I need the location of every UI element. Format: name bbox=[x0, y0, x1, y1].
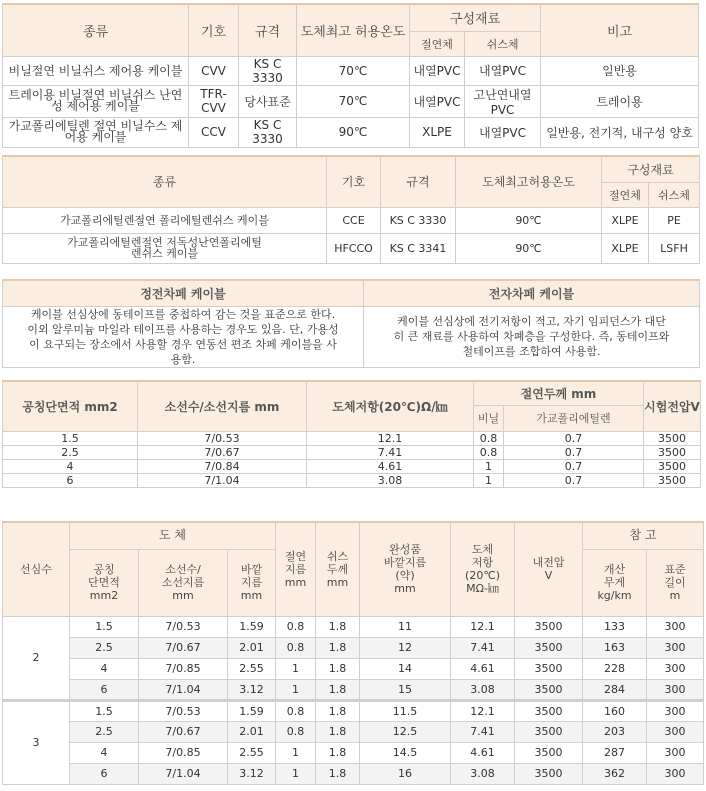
cell-len: 300 bbox=[647, 742, 704, 763]
cell-temp: 90℃ bbox=[456, 233, 602, 263]
cell-od: 2.55 bbox=[228, 742, 276, 763]
cell-wt: 362 bbox=[583, 763, 647, 784]
cell-sh: 1.8 bbox=[316, 700, 360, 721]
header-kind: 종류 bbox=[3, 4, 189, 56]
header-weight bbox=[583, 549, 647, 616]
cell-resistance: 7.41 bbox=[307, 445, 474, 459]
cell-temp: 70℃ bbox=[297, 85, 410, 117]
cell-od: 2.01 bbox=[228, 721, 276, 742]
cell-area: 4 bbox=[70, 742, 139, 763]
cell-spec: KS C 3330 bbox=[239, 56, 297, 85]
cell-sh: 1.8 bbox=[316, 658, 360, 679]
cell-kind: 비닐절연 비닐쉬스 제어용 케이블 bbox=[3, 56, 189, 85]
header-xlpe: 가교폴리에틸렌 bbox=[504, 405, 644, 431]
cell-cores: 3 bbox=[3, 700, 70, 784]
header-text: mm2 bbox=[89, 589, 119, 602]
header-text: 길이 bbox=[664, 576, 686, 589]
cell-wt: 203 bbox=[583, 721, 647, 742]
cell-od: 2.55 bbox=[228, 658, 276, 679]
cell-fin: 14.5 bbox=[360, 742, 451, 763]
cell-remark: 트레이용 bbox=[541, 85, 699, 117]
header-text: 바깥지름 bbox=[383, 556, 427, 570]
cell-symbol: TFR-CVV bbox=[189, 85, 239, 117]
cell-area: 6 bbox=[3, 473, 138, 487]
cell-symbol: CCV bbox=[189, 117, 239, 147]
cell-insulation: 내열PVC bbox=[410, 85, 465, 117]
header-spec: 규격 bbox=[381, 156, 456, 207]
cell-remark: 일반용 bbox=[541, 56, 699, 85]
cell-area: 4 bbox=[70, 658, 139, 679]
table-row bbox=[3, 763, 704, 784]
header-vinyl: 비닐 bbox=[474, 405, 504, 431]
cell-xlpe: 0.7 bbox=[504, 459, 644, 473]
header-text: 개산 bbox=[603, 563, 626, 576]
header-voltage bbox=[515, 522, 583, 616]
header-conductor: 도 체 bbox=[70, 522, 276, 549]
cell-sh: 1.8 bbox=[316, 763, 360, 784]
header-text: 공칭 bbox=[93, 563, 115, 576]
header-text: V bbox=[544, 569, 553, 583]
header-insulation: 절연체 bbox=[602, 182, 649, 207]
cell-symbol: CVV bbox=[189, 56, 239, 85]
header-spec: 규격 bbox=[239, 4, 297, 56]
table-row bbox=[3, 56, 699, 85]
cell-kind: 가교폴리에틸렌 절연 비닐수스 제어용 케이블 bbox=[3, 117, 189, 147]
table-row bbox=[3, 637, 704, 658]
cell-insulation: XLPE bbox=[410, 117, 465, 147]
cell-xlpe: 0.7 bbox=[504, 473, 644, 487]
cell-volt: 3500 bbox=[515, 616, 583, 637]
header-outer-diameter bbox=[228, 549, 276, 616]
header-length bbox=[647, 549, 704, 616]
cell-vinyl: 1 bbox=[474, 473, 504, 487]
header-strands: 소선수/소선지름 mm bbox=[138, 381, 307, 431]
cell-ins: 0.8 bbox=[276, 616, 316, 637]
cell-fin: 16 bbox=[360, 763, 451, 784]
table-row bbox=[3, 207, 700, 233]
cell-strands: 7/0.53 bbox=[138, 431, 307, 445]
cell-strands: 7/1.04 bbox=[138, 473, 307, 487]
cell-kind: 가교폴리에틸렌절연 폴리에틸렌쉬스 케이블 bbox=[3, 207, 327, 233]
cell-volt: 3500 bbox=[515, 742, 583, 763]
table-row bbox=[3, 431, 701, 445]
header-insulation bbox=[276, 522, 316, 616]
cell-resistance: 12.1 bbox=[307, 431, 474, 445]
cell-len: 300 bbox=[647, 721, 704, 742]
cell-strands: 7/0.84 bbox=[138, 459, 307, 473]
header-text: 소선수/ bbox=[165, 563, 201, 576]
cell-len: 300 bbox=[647, 700, 704, 721]
header-sheath: 쉬스체 bbox=[465, 31, 541, 56]
header-temp: 도체최고허용온도 bbox=[456, 156, 602, 207]
cell-symbol: CCE bbox=[327, 207, 381, 233]
cell-kind: 트레이용 비닐절연 비닐쉬스 난연성 제어용 케이블 bbox=[3, 85, 189, 117]
header-text: kg/km bbox=[597, 589, 632, 602]
cell-vinyl: 1 bbox=[474, 459, 504, 473]
cell-area: 4 bbox=[3, 459, 138, 473]
cell-strands: 7/1.04 bbox=[139, 763, 228, 784]
cell-strands: 7/0.85 bbox=[139, 658, 228, 679]
cell-area: 2.5 bbox=[70, 721, 139, 742]
cell-xlpe: 0.7 bbox=[504, 445, 644, 459]
cell-resistance: 4.61 bbox=[307, 459, 474, 473]
cell-wt: 284 bbox=[583, 679, 647, 700]
header-symbol: 기호 bbox=[327, 156, 381, 207]
cell-res: 7.41 bbox=[451, 721, 515, 742]
cell-res: 7.41 bbox=[451, 637, 515, 658]
cell-resistance: 3.08 bbox=[307, 473, 474, 487]
cell-strands: 7/0.67 bbox=[138, 445, 307, 459]
cell-area: 6 bbox=[70, 679, 139, 700]
cell-od: 2.01 bbox=[228, 637, 276, 658]
cell-fin: 11.5 bbox=[360, 700, 451, 721]
cell-volt: 3500 bbox=[515, 700, 583, 721]
cell-symbol: HFCCO bbox=[327, 233, 381, 263]
header-text: 지름 bbox=[240, 576, 263, 589]
header-thickness: 절연두께 mm bbox=[474, 381, 644, 405]
cell-sh: 1.8 bbox=[316, 742, 360, 763]
cell-area: 2.5 bbox=[70, 637, 139, 658]
cell-ins: 0.8 bbox=[276, 700, 316, 721]
cell-remark: 일반용, 전기적, 내구성 양호 bbox=[541, 117, 699, 147]
cell-sh: 1.8 bbox=[316, 637, 360, 658]
cell-voltage: 3500 bbox=[644, 431, 701, 445]
header-text: mm bbox=[394, 582, 416, 596]
cell-ins: 1 bbox=[276, 763, 316, 784]
header-text: 무게 bbox=[603, 576, 626, 589]
cell-temp: 70℃ bbox=[297, 56, 410, 85]
header-text: (약) bbox=[395, 569, 415, 583]
cable-dimension-table bbox=[2, 521, 704, 785]
cell-wt: 228 bbox=[583, 658, 647, 679]
cell-res: 12.1 bbox=[451, 700, 515, 721]
xlpe-cable-table bbox=[2, 155, 700, 264]
header-text: 내전압 bbox=[532, 556, 565, 570]
cell-sheath: PE bbox=[649, 207, 700, 233]
cell-insulation: XLPE bbox=[602, 233, 649, 263]
header-text: 표준 bbox=[664, 563, 686, 576]
cell-spec: KS C 3330 bbox=[381, 207, 456, 233]
table-row bbox=[3, 742, 704, 763]
header-text: mm bbox=[326, 575, 349, 589]
cell-sheath: 고난연내열PVC bbox=[465, 85, 541, 117]
cell-volt: 3500 bbox=[515, 721, 583, 742]
table-row bbox=[3, 700, 704, 721]
cell-len: 300 bbox=[647, 616, 704, 637]
cell-sheath: 내열PVC bbox=[465, 117, 541, 147]
cell-xlpe: 0.7 bbox=[504, 431, 644, 445]
header-text: mm bbox=[284, 575, 307, 589]
header-remark: 비고 bbox=[541, 4, 699, 56]
header-text: mm bbox=[240, 589, 263, 602]
cell-len: 300 bbox=[647, 658, 704, 679]
table-row bbox=[3, 85, 699, 117]
cell-temp: 90℃ bbox=[297, 117, 410, 147]
cell-res: 3.08 bbox=[451, 763, 515, 784]
header-sheath: 쉬스체 bbox=[649, 182, 700, 207]
cell-kind: 가교폴리에틸렌절연 저독성난연폴리에틸렌쉬스 케이블 bbox=[3, 233, 327, 263]
electrostatic-shield-text: 케이블 선심상에 동테이프를 중첩하여 감는 것을 표준으로 한다. 이외 알루미늄 마일라 테이프를 사용하는 경우도 있음. 단, 가용성이 요구되는 장소에서 사용할 경우 연동선 편조 차페 케이블을 사용함. bbox=[3, 306, 364, 367]
cell-cores: 2 bbox=[3, 616, 70, 700]
table-row bbox=[3, 233, 700, 263]
cell-area: 6 bbox=[70, 763, 139, 784]
cell-spec: KS C 3330 bbox=[239, 117, 297, 147]
header-voltage: 시험전압V bbox=[644, 381, 701, 431]
cell-fin: 11 bbox=[360, 616, 451, 637]
electromagnetic-shield-title: 전자차페 케이블 bbox=[364, 280, 700, 306]
cell-fin: 12.5 bbox=[360, 721, 451, 742]
header-text: 도체 bbox=[471, 543, 494, 557]
header-kind: 종류 bbox=[3, 156, 327, 207]
cell-sh: 1.8 bbox=[316, 679, 360, 700]
header-area: 공칭단면적 mm2 bbox=[3, 381, 138, 431]
header-text: (20℃) bbox=[465, 569, 500, 583]
cell-ins: 1 bbox=[276, 658, 316, 679]
cell-vinyl: 0.8 bbox=[474, 431, 504, 445]
header-text: 절연 bbox=[284, 549, 307, 563]
header-text: m bbox=[669, 589, 681, 602]
cell-volt: 3500 bbox=[515, 679, 583, 700]
cell-area: 1.5 bbox=[3, 431, 138, 445]
cell-fin: 12 bbox=[360, 637, 451, 658]
cell-sheath: LSFH bbox=[649, 233, 700, 263]
cell-od: 3.12 bbox=[228, 679, 276, 700]
header-resistance bbox=[451, 522, 515, 616]
header-material: 구성재료 bbox=[602, 156, 700, 182]
electrostatic-shield-title: 정전차페 케이블 bbox=[3, 280, 364, 306]
cell-strands: 7/0.85 bbox=[139, 742, 228, 763]
cell-area: 1.5 bbox=[70, 700, 139, 721]
header-text: 지름 bbox=[284, 562, 307, 576]
cell-res: 4.61 bbox=[451, 742, 515, 763]
cell-res: 3.08 bbox=[451, 679, 515, 700]
table-row bbox=[3, 616, 704, 637]
cell-wt: 160 bbox=[583, 700, 647, 721]
header-text: 소선지름 bbox=[161, 576, 205, 589]
header-text: 완성품 bbox=[389, 543, 421, 557]
cell-od: 3.12 bbox=[228, 763, 276, 784]
cell-spec: KS C 3341 bbox=[381, 233, 456, 263]
header-reference: 참 고 bbox=[583, 522, 704, 549]
header-text: 저항 bbox=[471, 556, 494, 570]
cable-types-table bbox=[2, 3, 699, 148]
cell-voltage: 3500 bbox=[644, 473, 701, 487]
header-text: 쉬스 bbox=[326, 549, 349, 563]
header-text: 단면적 bbox=[88, 576, 120, 589]
table-row bbox=[3, 679, 704, 700]
cell-od: 1.59 bbox=[228, 616, 276, 637]
table-row bbox=[3, 658, 704, 679]
cell-res: 12.1 bbox=[451, 616, 515, 637]
cell-strands: 7/0.53 bbox=[139, 700, 228, 721]
cell-len: 300 bbox=[647, 679, 704, 700]
cell-od: 1.59 bbox=[228, 700, 276, 721]
header-material: 구성재료 bbox=[410, 4, 541, 31]
table-row bbox=[3, 459, 701, 473]
header-text: MΩ-㎞ bbox=[466, 582, 499, 596]
cell-volt: 3500 bbox=[515, 637, 583, 658]
cell-area: 1.5 bbox=[70, 616, 139, 637]
cell-ins: 0.8 bbox=[276, 721, 316, 742]
header-symbol: 기호 bbox=[189, 4, 239, 56]
header-text: 두께 bbox=[326, 562, 349, 576]
header-finished-od bbox=[360, 522, 451, 616]
cell-strands: 7/1.04 bbox=[139, 679, 228, 700]
table-row bbox=[3, 721, 704, 742]
shielded-cable-table bbox=[2, 279, 700, 368]
electromagnetic-shield-text: 케이블 선심상에 전기저항이 적고, 자기 임피던스가 대단히 큰 재료를 사용하여 차폐층을 구성한다. 즉, 동테이프와 철테이프를 조합하여 사용함. bbox=[364, 306, 700, 367]
cell-strands: 7/0.53 bbox=[139, 616, 228, 637]
cell-ins: 1 bbox=[276, 742, 316, 763]
cell-sh: 1.8 bbox=[316, 616, 360, 637]
table-row bbox=[3, 473, 701, 487]
cell-area: 2.5 bbox=[3, 445, 138, 459]
cell-insulation: XLPE bbox=[602, 207, 649, 233]
cell-ins: 0.8 bbox=[276, 637, 316, 658]
header-text: mm bbox=[172, 589, 194, 602]
table-row bbox=[3, 445, 701, 459]
header-insulation: 절연체 bbox=[410, 31, 465, 56]
header-resistance: 도체저항(20℃)Ω/㎞ bbox=[307, 381, 474, 431]
cell-volt: 3500 bbox=[515, 658, 583, 679]
cell-voltage: 3500 bbox=[644, 459, 701, 473]
cell-strands: 7/0.67 bbox=[139, 637, 228, 658]
cell-len: 300 bbox=[647, 763, 704, 784]
cell-res: 4.61 bbox=[451, 658, 515, 679]
header-temp: 도체최고 허용온도 bbox=[297, 4, 410, 56]
table-row bbox=[3, 117, 699, 147]
cell-spec: 당사표준 bbox=[239, 85, 297, 117]
cell-fin: 15 bbox=[360, 679, 451, 700]
cell-ins: 1 bbox=[276, 679, 316, 700]
cell-wt: 163 bbox=[583, 637, 647, 658]
header-text: 바깥 bbox=[240, 563, 263, 576]
cell-wt: 133 bbox=[583, 616, 647, 637]
header-sheath bbox=[316, 522, 360, 616]
cell-sh: 1.8 bbox=[316, 721, 360, 742]
cell-strands: 7/0.67 bbox=[139, 721, 228, 742]
cell-volt: 3500 bbox=[515, 763, 583, 784]
cell-wt: 287 bbox=[583, 742, 647, 763]
cell-vinyl: 0.8 bbox=[474, 445, 504, 459]
conductor-spec-table bbox=[2, 380, 701, 488]
header-strands bbox=[139, 549, 228, 616]
cell-temp: 90℃ bbox=[456, 207, 602, 233]
cell-insulation: 내열PVC bbox=[410, 56, 465, 85]
cell-sheath: 내열PVC bbox=[465, 56, 541, 85]
header-cores: 선심수 bbox=[3, 522, 70, 616]
cell-len: 300 bbox=[647, 637, 704, 658]
cell-voltage: 3500 bbox=[644, 445, 701, 459]
header-area bbox=[70, 549, 139, 616]
cell-fin: 14 bbox=[360, 658, 451, 679]
